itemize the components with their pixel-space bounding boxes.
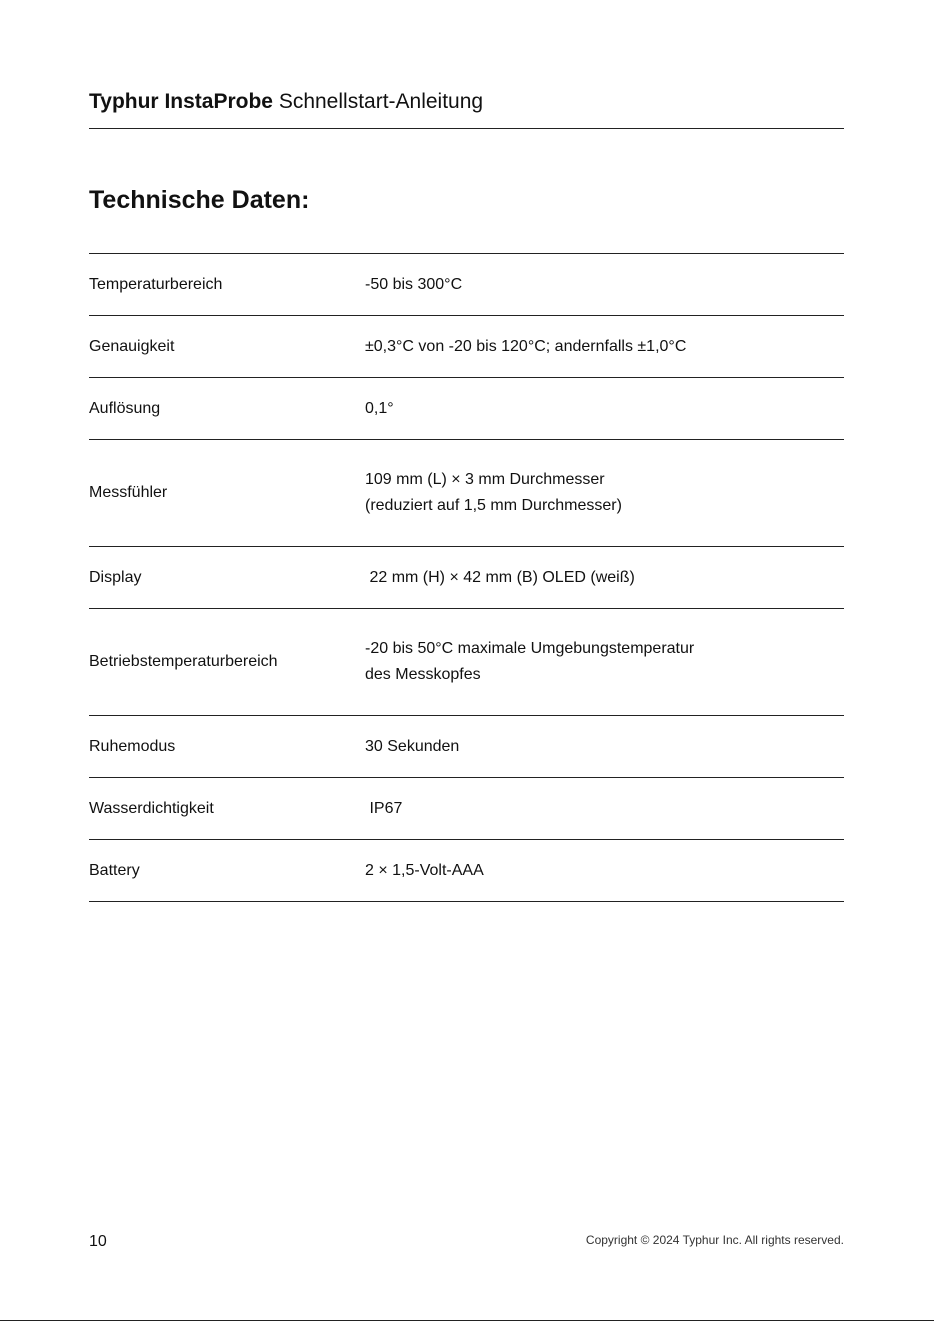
spec-value <box>365 467 844 519</box>
spec-value <box>365 334 844 360</box>
spec-value-line: -20 bis 50°C maximale Umgebungstemperatur <box>365 640 695 657</box>
spec-value <box>365 858 844 884</box>
spec-label: Messfühler <box>89 484 168 501</box>
spec-label: Display <box>89 568 142 586</box>
brand-name: Typhur InstaProbe <box>89 90 273 113</box>
spec-value-line: ±0,3°C von -20 bis 120°C; andernfalls ±1,0°C <box>365 337 687 355</box>
spec-label: Temperaturbereich <box>89 275 223 293</box>
copyright-notice: Copyright © 2024 Typhur Inc. All rights reserved. <box>585 1233 844 1247</box>
spec-value-line: -50 bis 300°C <box>365 275 463 293</box>
header-divider <box>89 128 844 129</box>
spec-table <box>89 253 844 902</box>
spec-value-line: 22 mm (H) × 42 mm (B) OLED (weiß) <box>365 568 635 586</box>
spec-value <box>365 513 844 643</box>
document-header <box>89 88 844 116</box>
document-subtitle: Schnellstart-Anleitung <box>278 90 484 113</box>
spec-value <box>365 744 844 874</box>
spec-label: Betriebstemperaturbereich <box>89 653 278 670</box>
spec-value-line: 109 mm (L) × 3 mm Durchmesser <box>365 471 605 488</box>
page-number: 10 <box>89 1233 107 1250</box>
spec-row-aufloesung <box>89 378 844 440</box>
spec-label: Ruhemodus <box>89 737 176 755</box>
spec-value-line: 0,1° <box>365 399 394 417</box>
page-bottom-edge <box>0 1320 934 1321</box>
section-title: Technische Daten: <box>89 186 310 214</box>
spec-value <box>365 396 844 422</box>
spec-value <box>365 636 844 688</box>
spec-value-line: IP67 <box>365 799 403 817</box>
spec-label: Wasserdichtigkeit <box>89 799 214 817</box>
spec-value-line: 30 Sekunden <box>365 737 460 755</box>
spec-label: Auflösung <box>89 399 161 417</box>
spec-row-display <box>89 547 844 609</box>
spec-value-line: (reduziert auf 1,5 mm Durchmesser) <box>365 497 622 514</box>
spec-value-line: des Messkopfes <box>365 666 481 683</box>
spec-label: Genauigkeit <box>89 337 175 355</box>
spec-row-temperaturbereich <box>89 254 844 316</box>
spec-row-genauigkeit <box>89 316 844 378</box>
spec-value-line: 2 × 1,5-Volt-AAA <box>365 861 484 879</box>
spec-label: Battery <box>89 861 140 879</box>
spec-value <box>365 272 844 298</box>
spec-row-wasserdichtigkeit <box>89 778 844 840</box>
